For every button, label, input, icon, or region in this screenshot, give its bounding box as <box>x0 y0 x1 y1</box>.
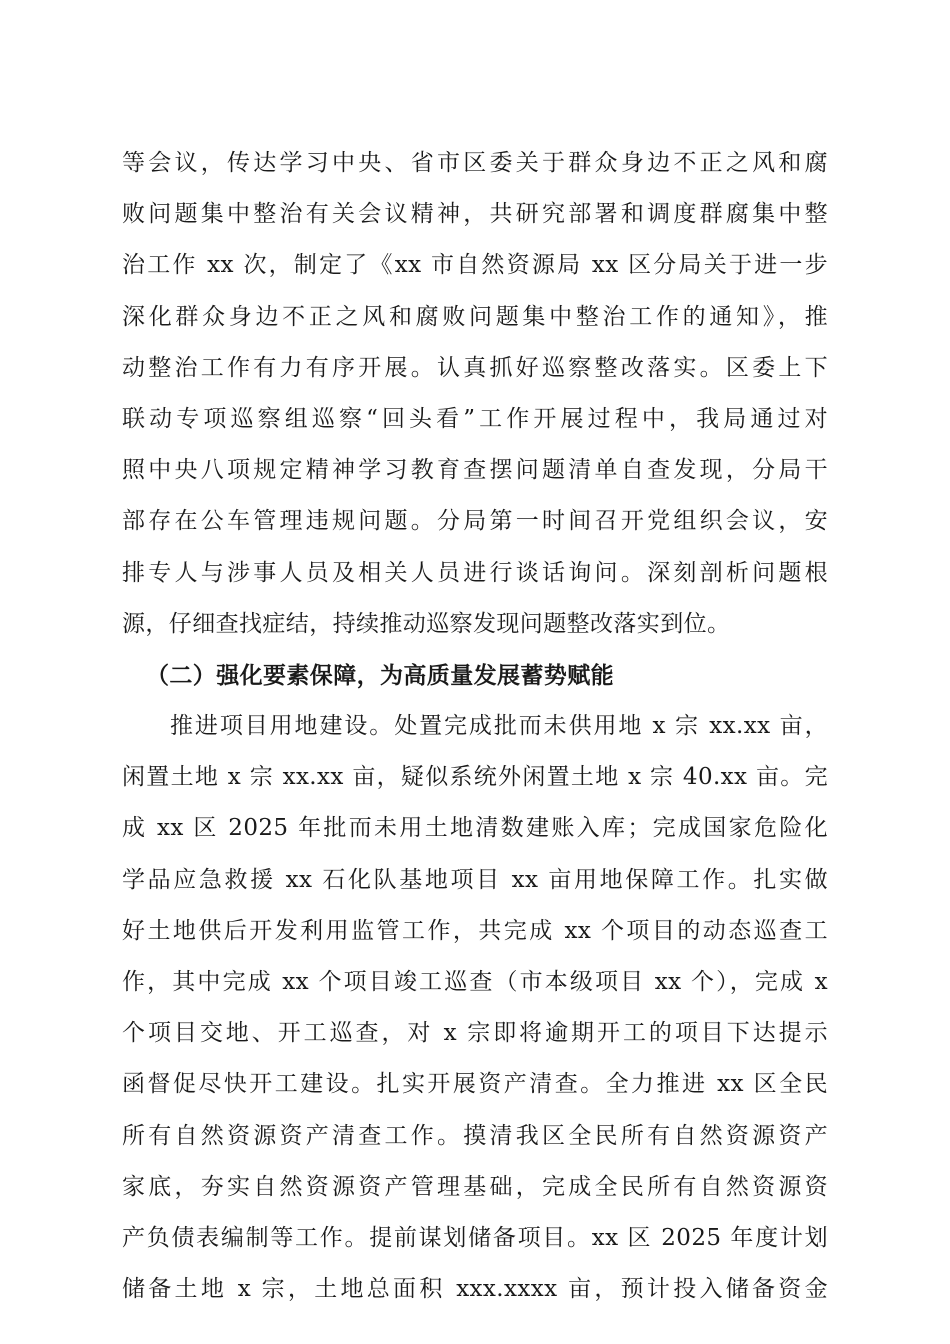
text-line: 产负债表编制等工作。提前谋划储备项目。xx 区 2025 年度计划 <box>122 1224 828 1251</box>
text-line: 联动专项巡察组巡察“回头看”工作开展过程中，我局通过对 <box>122 405 828 432</box>
text-line: 储备土地 x 宗，土地总面积 xxx.xxxx 亩，预计投入储备资金 <box>122 1276 828 1303</box>
text-line: 所有自然资源资产清查工作。摸清我区全民所有自然资源资产 <box>122 1122 828 1149</box>
document-body <box>122 138 828 1315</box>
text-line: 败问题集中整治有关会议精神，共研究部署和调度群腐集中整 <box>122 201 828 228</box>
text-line: 部存在公车管理违规问题。分局第一时间召开党组织会议，安 <box>122 508 828 535</box>
paragraph-last-line: 源，仔细查找症结，持续推动巡察发现问题整改落实到位。 <box>122 610 731 637</box>
text-line: 深化群众身边不正之风和腐败问题集中整治工作的通知》，推 <box>122 303 828 330</box>
text-line: 排专人与涉事人员及相关人员进行谈话询问。深刻剖析问题根 <box>122 559 828 586</box>
text-line: 函督促尽快开工建设。扎实开展资产清查。全力推进 xx 区全民 <box>122 1071 828 1098</box>
paragraph-first-line: 推进项目用地建设。处置完成批而未供用地 x 宗 xx.xx 亩， <box>170 713 828 740</box>
text-line: 治工作 xx 次，制定了《xx 市自然资源局 xx 区分局关于进一步 <box>122 252 828 279</box>
text-line: 家底，夯实自然资源资产管理基础，完成全民所有自然资源资 <box>122 1173 828 1200</box>
text-line: 作，其中完成 xx 个项目竣工巡查（市本级项目 xx 个），完成 x <box>122 969 828 995</box>
text-line: 成 xx 区 2025 年批而未用土地清数建账入库；完成国家危险化 <box>122 815 828 842</box>
text-line: 闲置土地 x 宗 xx.xx 亩，疑似系统外闲置土地 x 宗 40.xx 亩。完 <box>122 764 828 791</box>
section-heading: （二）强化要素保障，为高质量发展蓄势赋能 <box>146 661 614 689</box>
text-line: 学品应急救援 xx 石化队基地项目 xx 亩用地保障工作。扎实做 <box>122 866 828 893</box>
text-line: 个项目交地、开工巡查，对 x 宗即将逾期开工的项目下达提示 <box>122 1020 828 1047</box>
text-line: 照中央八项规定精神学习教育查摆问题清单自查发现，分局干 <box>122 457 828 484</box>
text-line: 好土地供后开发利用监管工作，共完成 xx 个项目的动态巡查工 <box>122 917 828 944</box>
text-line: 动整治工作有力有序开展。认真抓好巡察整改落实。区委上下 <box>122 354 828 381</box>
text-line: 等会议，传达学习中央、省市区委关于群众身边不正之风和腐 <box>122 150 828 176</box>
